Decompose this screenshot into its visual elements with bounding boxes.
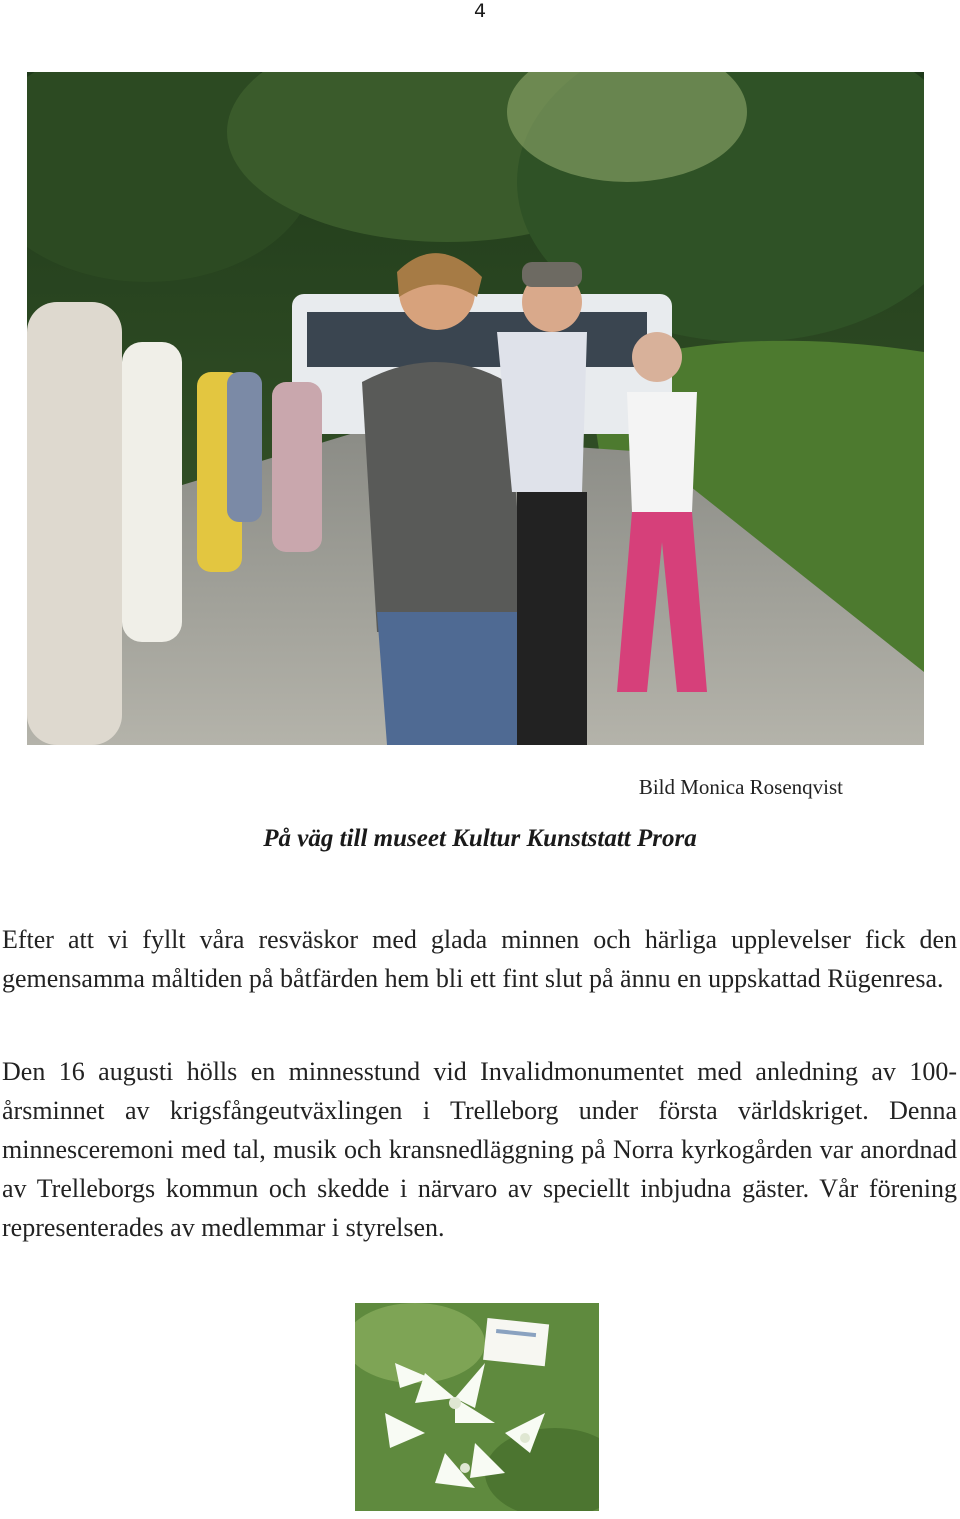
page-number: 4: [473, 0, 487, 22]
group-walking-photo: [27, 72, 924, 745]
paragraph-1: Efter att vi fyllt våra resväskor med glada minnen och härliga upplevelser fick den gemensamma måltiden på båtfärden hem bli ett fint slut på ännu en uppskattad Rügenresa.: [2, 925, 957, 993]
photo-credit: Bild Monica Rosenqvist: [638, 775, 843, 799]
paragraph-2: Den 16 augusti hölls en minnesstund vid Invalidmonumentet med anledning av 100-årsminnet av krigsfångeutväxlingen i Trelleborg under första världskriget. Denna minnesceremoni med tal, musik och kransnedläggning på Norra kyrkogården var anordnad av Trelleborgs kommun och skedde i närvaro av speciellt inbjudna gäster. Vår förening representerades av medlemmar i styrelsen.: [2, 1057, 957, 1242]
white-lilies-wreath-photo: [355, 1303, 599, 1511]
photo-caption: På väg till museet Kultur Kunststatt Prora: [263, 825, 697, 852]
